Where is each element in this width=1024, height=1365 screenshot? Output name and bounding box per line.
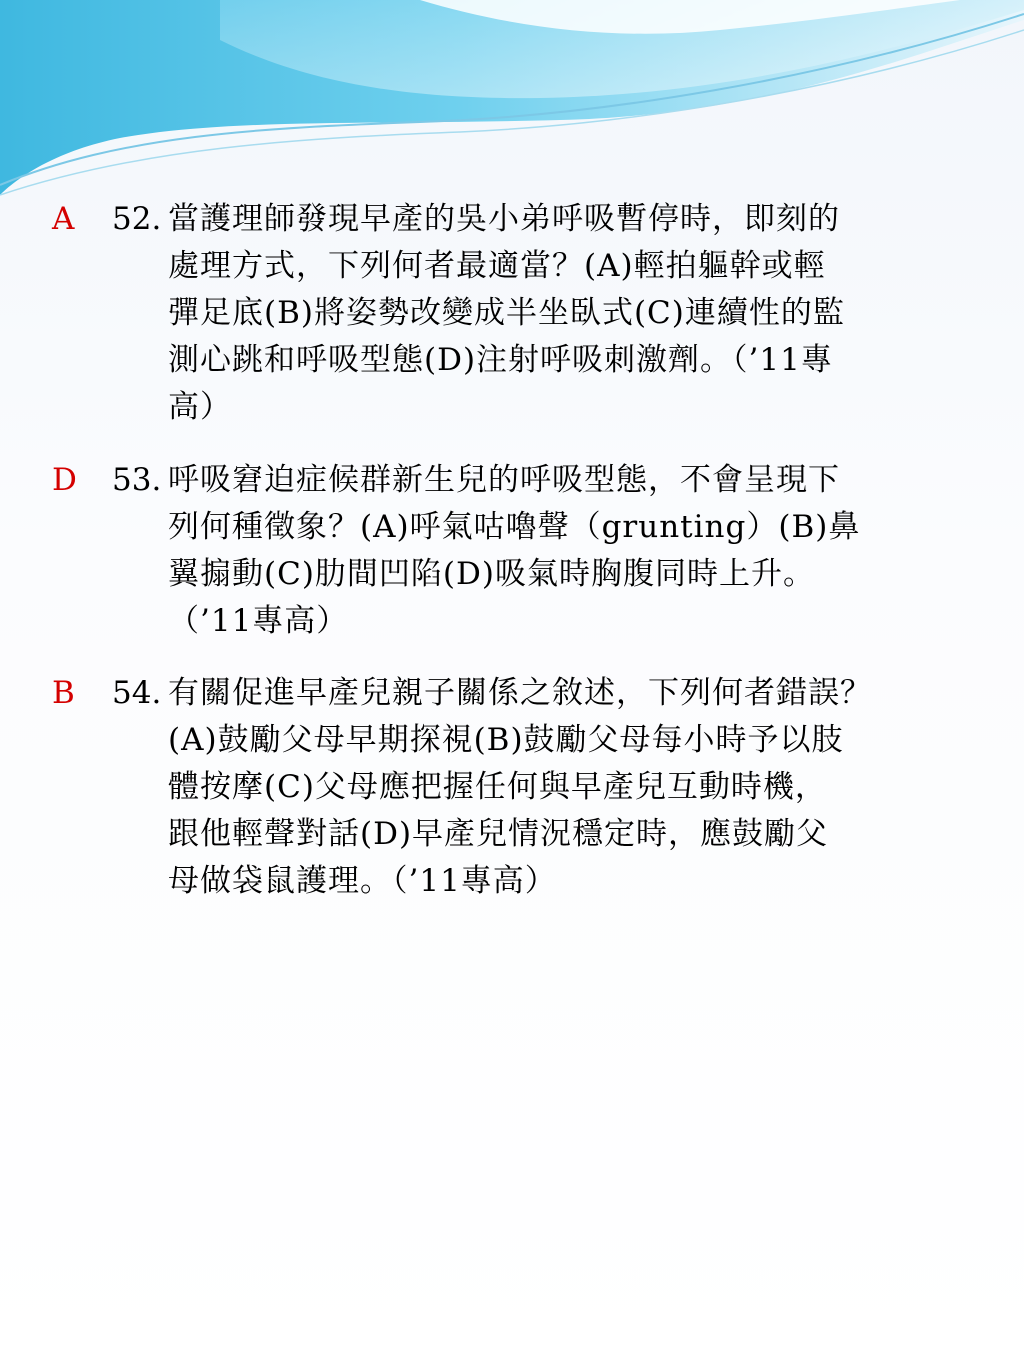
- question-text-line: (A)鼓勵父母早期探視(B)鼓勵父母每小時予以肢: [168, 722, 844, 758]
- question-text-line: 母做袋鼠護理。（’11專高）: [168, 863, 557, 899]
- question-text-line: 呼吸窘迫症候群新生兒的呼吸型態，不會呈現下: [168, 462, 840, 498]
- header-wave-decoration: [0, 0, 1024, 210]
- question-text-line: 彈足底(B)將姿勢改變成半坐臥式(C)連續性的監: [168, 295, 845, 331]
- question-text-line: 高）: [168, 389, 232, 425]
- answer-label: B: [52, 675, 75, 711]
- question-text-line: （’11專高）: [168, 603, 349, 639]
- answer-label: D: [52, 462, 77, 498]
- question-text: [168, 196, 968, 431]
- question-text-line: 跟他輕聲對話(D)早產兒情況穩定時，應鼓勵父: [168, 816, 829, 852]
- question-text-line: 測心跳和呼吸型態(D)注射呼吸刺激劑。（’11專: [168, 342, 833, 378]
- question-number: 52.: [112, 201, 162, 237]
- question-text-line: 翼搧動(C)肋間凹陷(D)吸氣時胸腹同時上升。: [168, 556, 815, 592]
- question-number: 54.: [112, 675, 162, 711]
- question-text-line: 處理方式，下列何者最適當？(A)輕拍軀幹或輕: [168, 248, 826, 284]
- question-number: 53.: [112, 462, 162, 498]
- question-text: [168, 670, 968, 905]
- question-text: [168, 457, 968, 645]
- question-text-line: 當護理師發現早產的吳小弟呼吸暫停時，即刻的: [168, 201, 840, 237]
- question-text-line: 有關促進早產兒親子關係之敘述，下列何者錯誤？: [168, 675, 872, 711]
- question-text-line: 列何種徵象？(A)呼氣咕嚕聲（grunting）(B)鼻: [168, 509, 861, 545]
- question-text-line: 體按摩(C)父母應把握任何與早產兒互動時機，: [168, 769, 827, 805]
- answer-label: A: [52, 201, 75, 237]
